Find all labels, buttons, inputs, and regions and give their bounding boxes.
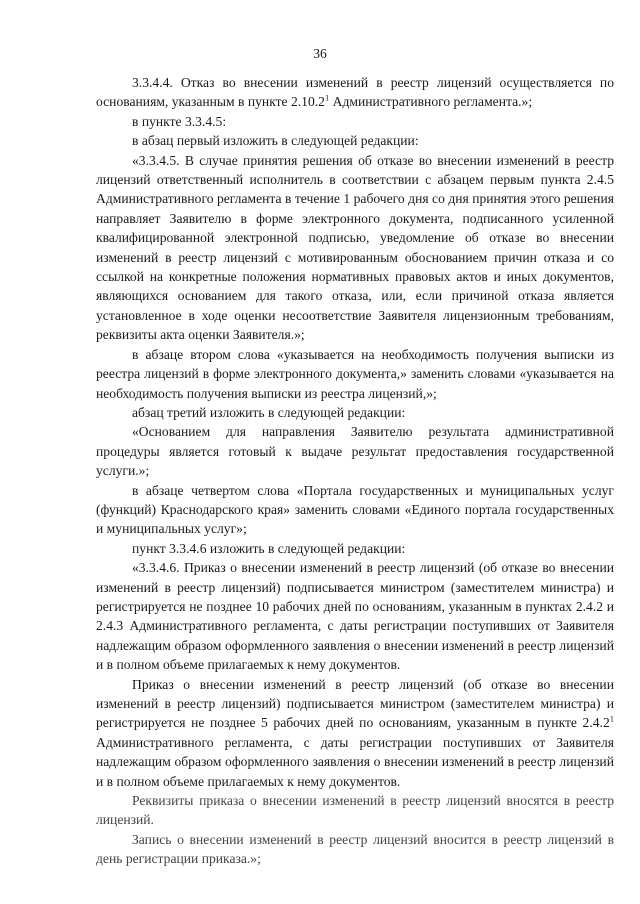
document-body <box>96 73 614 869</box>
paragraph-third-abzac-text: «Основанием для направления Заявителю результата административной процедуры является готовый к выдаче результат предоставления государственной услуги.»; <box>96 424 614 479</box>
paragraph-3-3-4-6-text: «3.3.4.6. Приказ о внесении изменений в реестр лицензий (об отказе во внесении изменений в реестр лицензий) подписывается министром (заместителем министра) и регистрируется не позднее 10 рабочих дней по основаниям, указанным в пунктах 2.4.2 и 2.4.3 Административного регламента, с даты регистрации поступивших от Заявителя надлежащим образом оформленного заявления о внесении изменений в реестр лицензий и в полном объеме прилагаемых к нему документов. <box>96 560 614 673</box>
paragraph-first-abzac-instruction: в абзац первый изложить в следующей редакции: <box>132 133 419 149</box>
paragraph-order-5-days: Приказ о внесении изменений в реестр лицензий (об отказе во внесении изменений в реестр лицензий) подписывается министром (заместителем министра) и регистрируется не позднее 5 рабочих дней по основаниям, указанным в пункте 2.4.2$^1$ Административного регламента, с даты регистрации поступивших от Заявителя надлежащим образом оформленного заявления о внесении изменений в реестр лицензий и в полном объеме прилагаемых к нему документов. <box>96 676 614 789</box>
footnote-superscript: 1 <box>609 713 614 724</box>
paragraph-3-3-4-5-text: «3.3.4.5. В случае принятия решения об отказе во внесении изменений в реестр лицензий ответственный исполнитель в соответствии с абзацем первым пункта 2.4.5 Административного регламента в течение 1 рабочего дня со дня принятия этого решения направляет Заявителю в форме электронного документа, подписанного усиленной квалифицированной электронной подписью, уведомление об отказе во внесении изменений в реестр лицензий с мотивированным обоснованием причин отказа и со ссылкой на конкретные положения нормативных правовых актов и иных документов, являющихся основанием для такого отказа, или, если причиной отказа является установленное в ходе оценки несоответствие Заявителя лицензионным требованиям, реквизиты акта оценки Заявителя.»; <box>96 152 614 343</box>
paragraph-point-3-3-4-6-instruction: пункт 3.3.4.6 изложить в следующей редакции: <box>132 540 406 556</box>
footnote-superscript: 1 <box>324 92 330 103</box>
paragraph-second-abzac-change: в абзаце втором слова «указывается на необходимость получения выписки из реестра лицензий в форме электронного документа,» заменить словами «указывается на необходимость получения выписки из реестра лицензий,»; <box>96 346 614 401</box>
paragraph-3-3-4-4: 3.3.4.4. Отказ во внесении изменений в реестр лицензий осуществляется по основаниям, указанным в пункте 2.10.2$^1$ Административного регламента.»; <box>96 75 614 110</box>
paragraph-fourth-abzac-change: в абзаце четвертом слова «Портала государственных и муниципальных услуг (функций) Краснодарского края» заменить словами «Единого портала государственных и муниципальных услуг»; <box>96 482 614 537</box>
paragraph-registry-record: Запись о внесении изменений в реестр лицензий вносится в реестр лицензий в день регистрации приказа.»; <box>96 831 614 867</box>
paragraph-third-abzac-instruction: абзац третий изложить в следующей редакции: <box>132 404 406 420</box>
page-number: 36 <box>313 46 327 61</box>
paragraph-point-3-3-4-5: в пункте 3.3.4.5: <box>132 113 227 129</box>
paragraph-order-requisites: Реквизиты приказа о внесении изменений в реестр лицензий вносятся в реестр лицензий. <box>96 793 614 828</box>
